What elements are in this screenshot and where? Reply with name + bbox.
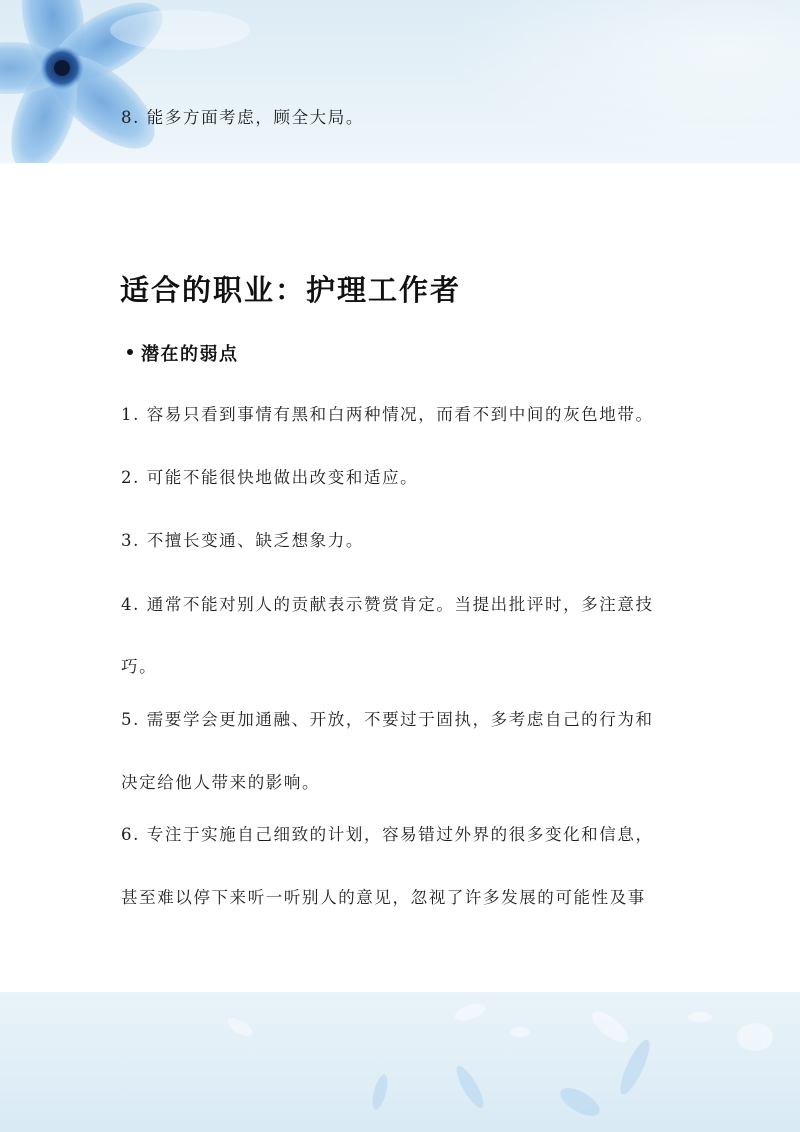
- top-decoration-band: [0, 0, 800, 163]
- list-item-1: 1. 容易只看到事情有黑和白两种情况，而看不到中间的灰色地带。: [121, 405, 654, 424]
- list-item-2: 2. 可能不能很快地做出改变和适应。: [121, 468, 419, 487]
- list-item-5: 5. 需要学会更加通融、开放，不要过于固执，多考虑自己的行为和: [121, 710, 654, 729]
- faded-petals-icon: [0, 992, 800, 1132]
- section-subheading: [127, 342, 239, 368]
- list-item-6: 6. 专注于实施自己细致的计划，容易错过外界的很多变化和信息，: [121, 825, 654, 844]
- page-heading: 适合的职业：护理工作者: [120, 273, 462, 307]
- list-item-8: 8. 能多方面考虑，顾全大局。: [121, 108, 364, 127]
- list-item-6-continued: 甚至难以停下来听一听别人的意见，忽视了许多发展的可能性及事: [121, 888, 646, 907]
- subheading-label: 潜在的弱点: [141, 344, 239, 365]
- list-item-5-continued: 决定给他人带来的影响。: [121, 773, 321, 792]
- blue-flower-icon: [0, 0, 300, 163]
- list-item-3: 3. 不擅长变通、缺乏想象力。: [121, 531, 364, 550]
- list-item-4-continued: 巧。: [121, 657, 158, 676]
- list-item-4: 4. 通常不能对别人的贡献表示赞赏肯定。当提出批评时，多注意技: [121, 595, 654, 614]
- bottom-decoration-band: [0, 992, 800, 1132]
- bullet-dot-icon: [127, 349, 133, 355]
